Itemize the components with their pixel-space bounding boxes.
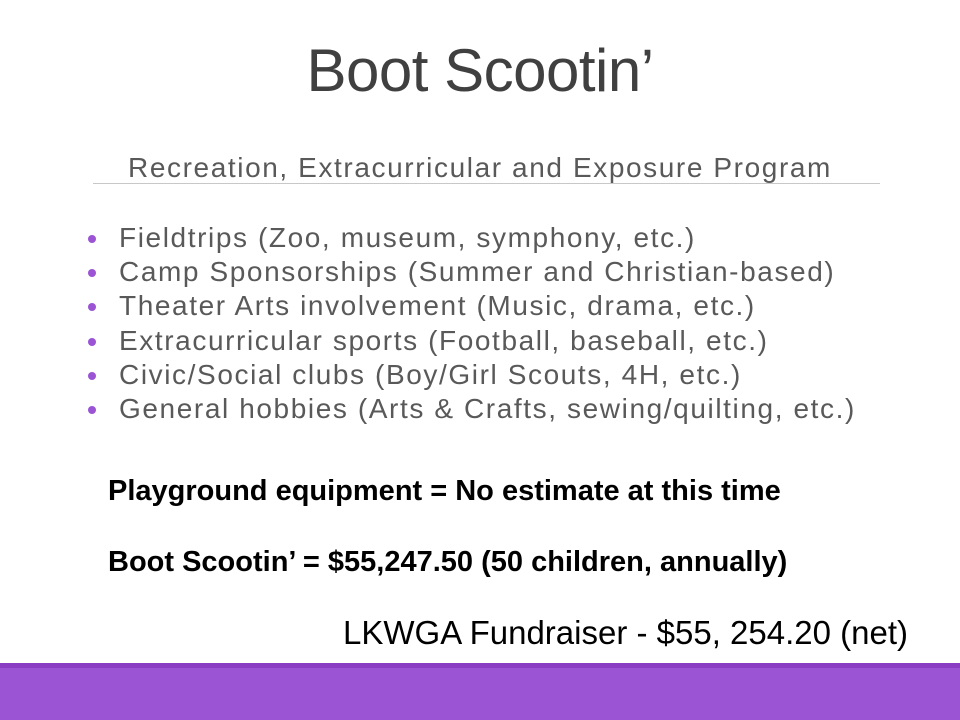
bullet-icon — [88, 235, 96, 243]
subtitle-divider — [93, 183, 880, 184]
bullet-text: Theater Arts involvement (Music, drama, etc.) — [119, 290, 756, 322]
bullet-text: Civic/Social clubs (Boy/Girl Scouts, 4H, etc.) — [119, 358, 742, 390]
bullet-text: Fieldtrips (Zoo, museum, symphony, etc.) — [119, 222, 696, 253]
footer-accent-stripe — [0, 663, 960, 668]
bullet-text: General hobbies (Arts & Crafts, sewing/quilting, etc.) — [119, 392, 856, 424]
fundraiser-total: LKWGA Fundraiser - $55, 254.20 (net) — [343, 614, 908, 651]
bullet-item — [0, 289, 940, 323]
boot-scootin-cost-line: Boot Scootin’ = $55,247.50 (50 children, annually) — [108, 546, 788, 578]
bullet-item — [0, 255, 940, 289]
bullet-text: Camp Sponsorships (Summer and Christian-based) — [119, 256, 836, 288]
bullet-item — [0, 358, 940, 392]
bullet-item — [0, 392, 940, 426]
playground-cost-line: Playground equipment = No estimate at this time — [108, 475, 781, 507]
bullet-item — [0, 221, 940, 255]
bullet-item — [0, 324, 940, 358]
slide-subtitle: Recreation, Extracurricular and Exposure Program — [128, 152, 832, 183]
bullet-icon — [88, 406, 96, 414]
bullet-icon — [88, 372, 96, 380]
bullet-icon — [88, 303, 96, 311]
bullet-list — [0, 221, 940, 426]
bullet-icon — [88, 338, 96, 346]
bullet-icon — [88, 269, 96, 277]
footer-accent-bar — [0, 663, 960, 720]
bullet-text: Extracurricular sports (Football, baseball, etc.) — [119, 324, 769, 356]
slide-title: Boot Scootin’ — [306, 37, 654, 104]
